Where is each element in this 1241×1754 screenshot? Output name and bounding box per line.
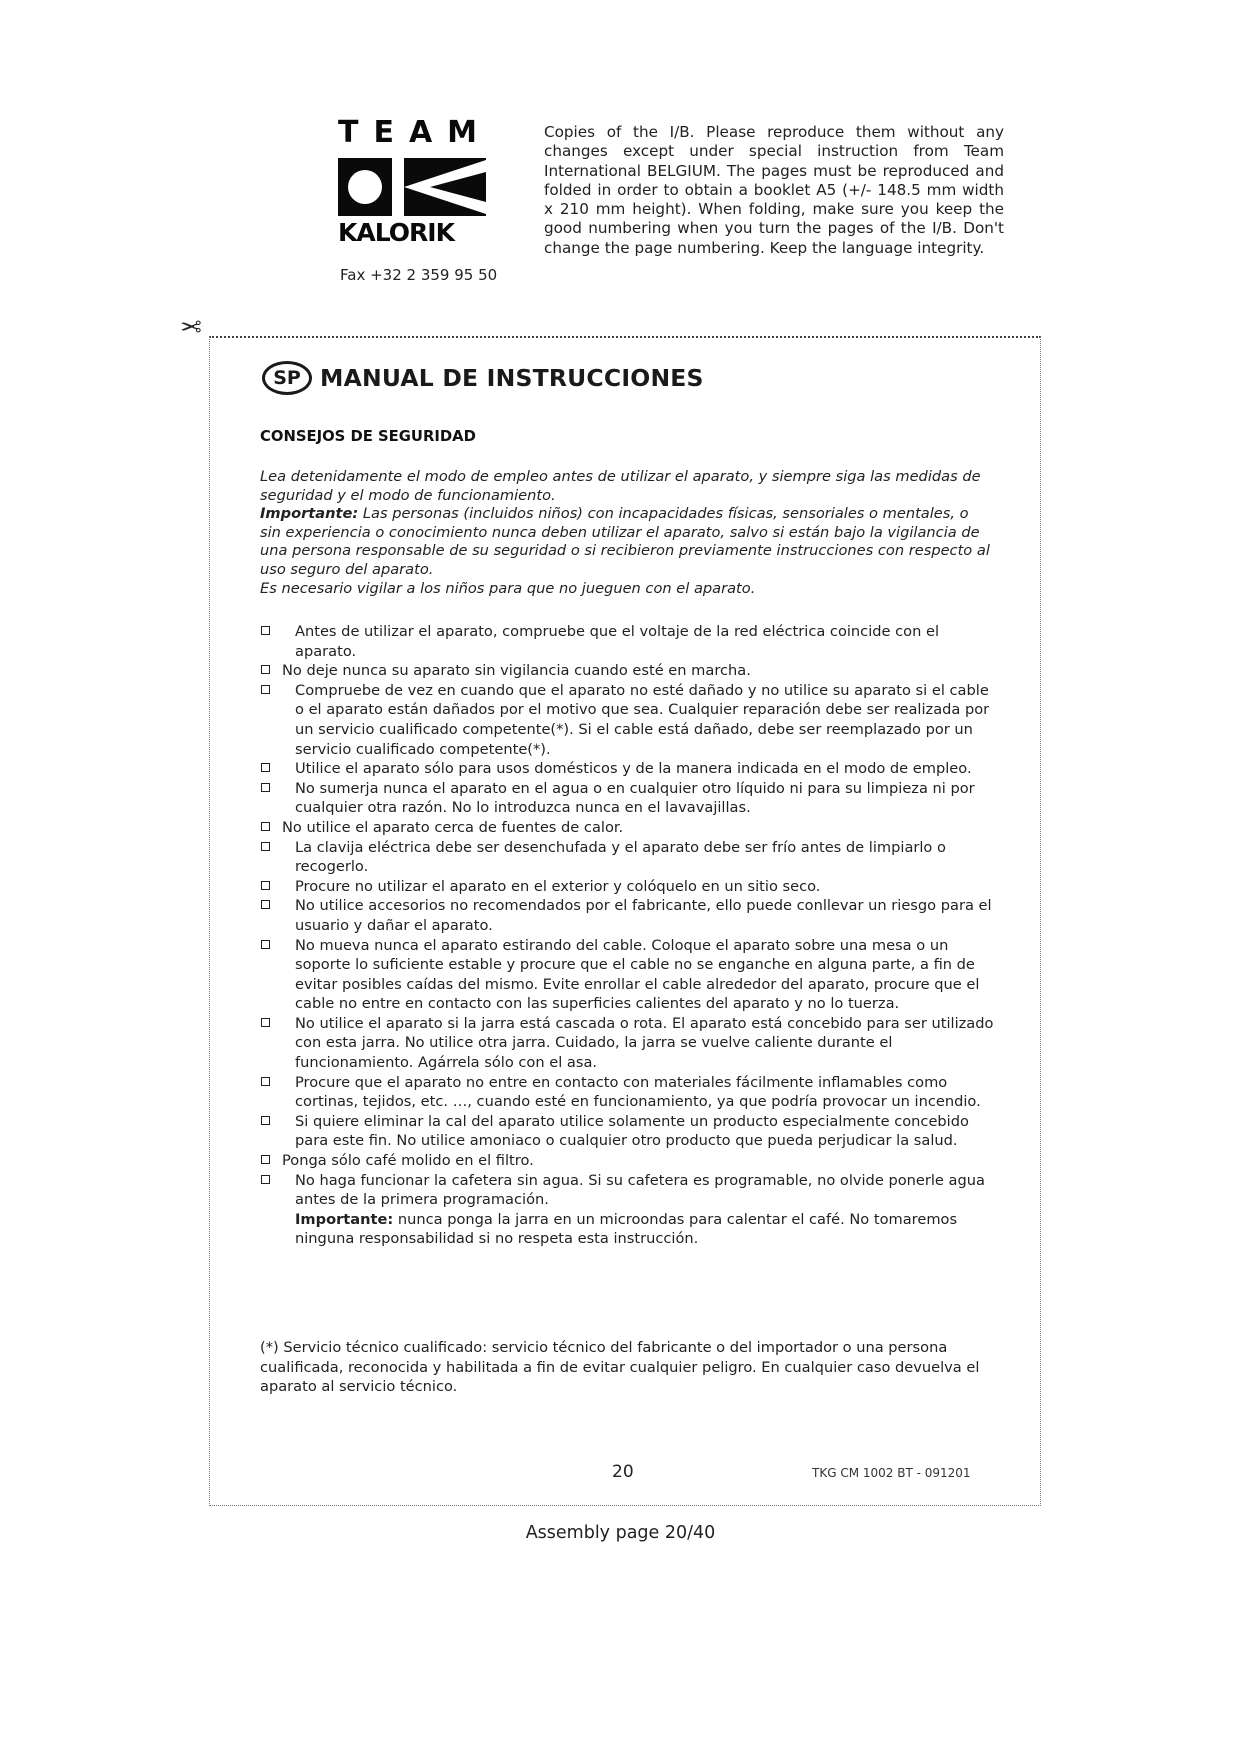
list-item-text: No utilice el aparato si la jarra está cascada o rota. El aparato está concebido para ser utilizado con esta jarra. No utilice otra jarra. Cuidado, la jarra se vuelve caliente durante el funcionamiento. Agárrela sólo con el asa. (295, 1014, 994, 1072)
manual-title-row (262, 356, 704, 400)
list-item (260, 681, 995, 759)
checkbox-icon (261, 1116, 270, 1125)
list-item (260, 622, 995, 661)
checkbox-icon (261, 1018, 270, 1027)
list-item (260, 936, 995, 1014)
list-item-text: No sumerja nunca el aparato en el agua o en cualquier otro líquido ni para su limpieza ni por cualquier otra razón. No lo introduzca nunca en el lavavajillas. (295, 779, 975, 817)
list-item (260, 838, 995, 877)
list-item (260, 1151, 995, 1171)
team-kalorik-logo (338, 115, 493, 247)
logo-team-text: TEAM (338, 115, 493, 150)
checkbox-icon (261, 900, 270, 909)
list-item (260, 759, 995, 779)
list-item (260, 1112, 995, 1151)
checkbox-icon (261, 1077, 270, 1086)
note-label: Importante: (295, 1210, 394, 1228)
checkbox-icon (261, 665, 270, 674)
list-item-text: Procure no utilizar el aparato en el exterior y colóquelo en un sitio seco. (295, 877, 821, 895)
checkbox-icon (261, 1175, 270, 1184)
safety-list (260, 622, 995, 1249)
important-text: Las personas (incluidos niños) con incapacidades físicas, sensoriales o mentales, o sin experiencia o conocimiento nunca deben utilizar el aparato, salvo si están bajo la vigilancia de una persona responsable de su seguridad o si recibieron previamente instrucciones con respecto al uso seguro del aparato. (260, 505, 990, 578)
intro-line-1: Lea detenidamente el modo de empleo antes de utilizar el aparato, y siempre siga las medidas de seguridad y el modo de funcionamiento. (260, 468, 981, 504)
checkbox-icon (261, 783, 270, 792)
list-item-text: No utilice accesorios no recomendados por el fabricante, ello puede conllevar un riesgo para el usuario y dañar el aparato. (295, 897, 992, 934)
list-item-text: La clavija eléctrica debe ser desenchufada y el aparato debe ser frío antes de limpiarlo o recogerlo. (295, 838, 946, 876)
kalorik-logo-mark (338, 158, 486, 216)
checkbox-icon (261, 685, 270, 694)
section-title: CONSEJOS DE SEGURIDAD (260, 428, 476, 445)
list-item (260, 1073, 995, 1112)
important-label: Importante: (260, 505, 359, 523)
logo-kalorik-text: KALORIK (338, 218, 454, 247)
list-item (260, 779, 995, 818)
language-badge: SP (262, 361, 312, 395)
checkbox-icon (261, 1155, 270, 1164)
list-item-text: Si quiere eliminar la cal del aparato utilice solamente un producto especialmente concebido para este fin. No utilice amoniaco o cualquier otro producto que pueda perjudicar la salud. (295, 1112, 969, 1150)
intro-important (260, 505, 990, 579)
list-item-text: No haga funcionar la cafetera sin agua. Si su cafetera es programable, no olvide ponerle agua antes de la primera programación. (295, 1171, 985, 1209)
intro-paragraph (260, 468, 990, 598)
list-item (260, 896, 995, 935)
list-item (260, 1171, 995, 1210)
checkbox-icon (261, 940, 270, 949)
assembly-page-label: Assembly page 20/40 (525, 1523, 716, 1543)
list-item-text: Ponga sólo café molido en el filtro. (282, 1152, 534, 1170)
list-item-text: Utilice el aparato sólo para usos domésticos y de la manera indicada en el modo de empleo. (295, 760, 972, 778)
manual-title: MANUAL DE INSTRUCCIONES (320, 364, 704, 392)
list-item-text: No utilice el aparato cerca de fuentes de calor. (282, 818, 624, 836)
checkbox-icon (261, 626, 270, 635)
checkbox-icon (261, 822, 270, 831)
list-item (260, 661, 995, 681)
note-text: nunca ponga la jarra en un microondas para calentar el café. No tomaremos ninguna responsabilidad si no respeta esta instrucción. (295, 1210, 958, 1248)
checkbox-icon (261, 763, 270, 772)
list-item (260, 877, 995, 897)
checkbox-icon (261, 881, 270, 890)
list-item-text: Procure que el aparato no entre en contacto con materiales fácilmente inflamables como cortinas, tejidos, etc. …, cuando esté en funcionamiento, ya que podría provocar un incendio. (295, 1073, 981, 1111)
footnote: (*) Servicio técnico cualificado: servicio técnico del fabricante o del importador o una persona cualificada, reconocida y habilitada a fin de evitar cualquier peligro. En cualquier caso devuelva el aparato al servicio técnico. (260, 1339, 980, 1396)
list-item-text: Antes de utilizar el aparato, compruebe que el voltaje de la red eléctrica coincide con el aparato. (295, 623, 940, 660)
checkbox-icon (261, 842, 270, 851)
list-item (260, 818, 995, 838)
list-item-text: Compruebe de vez en cuando que el aparato no esté dañado y no utilice su aparato si el cable o el aparato están dañados por el motivo que sea. Cualquier reparación debe ser realizada por un servicio cualificado competente(*). Si el cable está dañado, debe ser reemplazado por un servicio cualificado competente(*). (295, 681, 990, 758)
page-number: 20 (612, 1462, 634, 1482)
fax-number: Fax +32 2 359 95 50 (340, 266, 498, 284)
list-item-text: No mueva nunca el aparato estirando del cable. Coloque el aparato sobre una mesa o un soporte lo suficiente estable y procure que el cable no se enganche en alguna parte, a fin de evitar posibles caídas del mismo. Evite enrollar el cable alrededor del aparato, procure que el cable no entre en contacto con las superficies calientes del aparato y no lo tuerza. (295, 936, 980, 1013)
list-item (260, 1014, 995, 1073)
scissors-icon: ✂ (180, 310, 202, 340)
list-item-text: No deje nunca su aparato sin vigilancia cuando esté en marcha. (282, 662, 751, 680)
copy-instructions: Copies of the I/B. Please reproduce them without any changes except under special instruction from Team International BELGIUM. The pages must be reproduced and folded in order to obtain a booklet A5 (+/- 148.5 mm width x 210 mm height). When folding, make sure you keep the good numbering when you turn the pages of the I/B. Don't change the page numbering. Keep the language integrity. (544, 123, 1004, 257)
important-note (260, 1210, 995, 1249)
intro-line-3: Es necesario vigilar a los niños para que no jueguen con el aparato. (260, 579, 756, 597)
model-code: TKG CM 1002 BT - 091201 (812, 1466, 971, 1480)
